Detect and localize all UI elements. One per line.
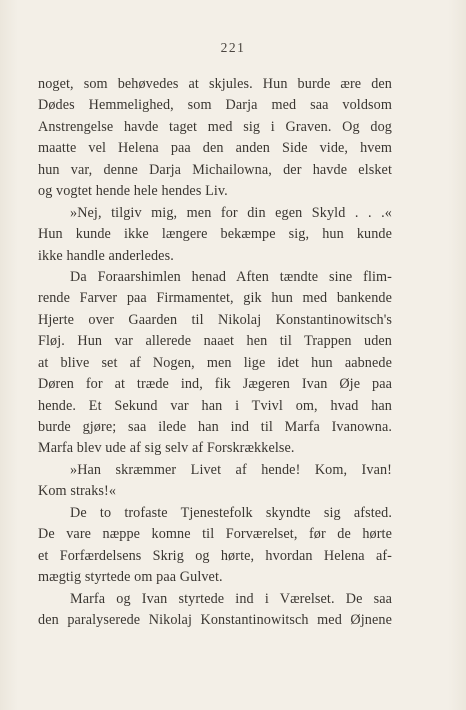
text-line: Marfa og Ivan styrtede ind i Værelset. De saa xyxy=(70,590,392,607)
text-line: og vogtet hende hele hendes Liv. xyxy=(38,183,228,200)
text-line: Hjerte over Gaarden til Nikolaj Konstantinowitsch's xyxy=(38,311,392,328)
text-line: De vare næppe komne til Forværelset, før de hørte xyxy=(38,526,392,543)
text-line: Anstrengelse havde taget med sig i Graven. Og dog xyxy=(38,118,392,135)
text-line: hun var, denne Darja Michailowna, der havde elsket xyxy=(38,161,392,178)
text-line: Hun kunde ikke længere bekæmpe sig, hun kunde xyxy=(38,226,392,243)
body-text xyxy=(38,74,392,631)
text-line: burde gjøre; saa ilede han ind til Marfa Ivanowna. xyxy=(38,419,392,435)
text-line: »Nej, tilgiv mig, men for din egen Skyld . . .« xyxy=(70,204,392,221)
text-line: Dødes Hemmelighed, som Darja med saa voldsom xyxy=(38,97,392,114)
text-line: Kom straks!« xyxy=(38,483,117,500)
page-number: 221 xyxy=(220,40,246,55)
text-line: at blive set af Nogen, men lige idet hun aabnede xyxy=(38,354,392,371)
text-line: De to trofaste Tjenestefolk skyndte sig afsted. xyxy=(70,504,392,521)
text-line: den paralyserede Nikolaj Konstantinowitsch med Øjnene xyxy=(38,611,392,628)
text-line: »Han skræmmer Livet af hende! Kom, Ivan! xyxy=(70,461,392,478)
text-line: Fløj. Hun var allerede naaet hen til Trappen uden xyxy=(38,333,392,350)
text-line: Døren for at træde ind, fik Jægeren Ivan Øje paa xyxy=(38,376,392,393)
text-line: maatte vel Helena paa den anden Side vide, hvem xyxy=(38,140,392,157)
text-line: Da Foraarshimlen henad Aften tændte sine flim- xyxy=(70,268,392,285)
text-line: noget, som behøvedes at skjules. Hun burde ære den xyxy=(38,76,392,92)
text-line: ikke handle anderledes. xyxy=(38,247,174,264)
text-line: Marfa blev ude af sig selv af Forskrækkelse. xyxy=(38,440,295,457)
text-line: rende Farver paa Firmamentet, gik hun med bankende xyxy=(38,290,392,307)
text-line: mægtig styrtede om paa Gulvet. xyxy=(38,569,223,586)
text-line: hende. Et Sekund var han i Tvivl om, hvad han xyxy=(38,397,392,414)
text-line: et Forfærdelsens Skrig og hørte, hvordan Helena af- xyxy=(38,547,392,564)
